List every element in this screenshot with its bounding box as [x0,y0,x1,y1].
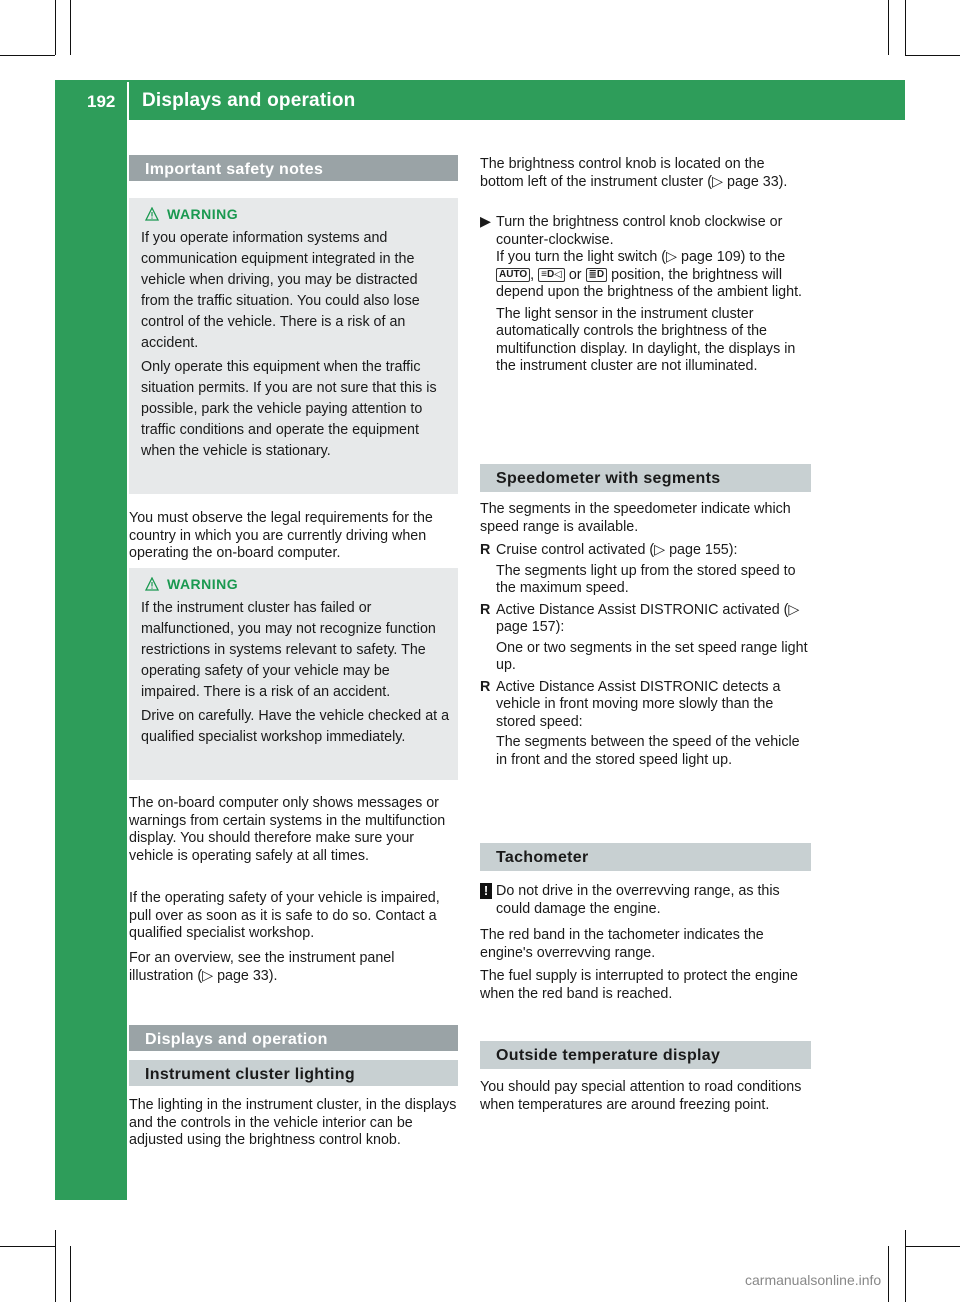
low-beam-icon: ≣D [586,268,608,282]
warning-triangle-icon [145,577,159,591]
step-light-text-a: If you turn the light switch (▷ page 109) to the [496,249,786,265]
crop-mark [0,55,55,56]
bullet-detail: One or two segments in the set speed range light up. [496,639,808,673]
bullet-item [480,542,811,598]
note-text: Do not drive in the overrevving range, as this could damage the engine. [496,883,780,917]
step-item [480,214,811,376]
paragraph-legal: You must observe the legal requirements for the country in which you are currently driving when operating the on-board computer. [129,510,433,561]
note-marker [480,883,496,918]
crop-mark [55,0,56,55]
paragraph-onboard: The on-board computer only shows messages or warnings from certain systems in the multifunction display. You should therefore make sure your vehicle is operating safely at all times. [129,795,446,864]
warning-title [141,206,450,222]
bullet-detail: The segments between the speed of the vehicle in front and the stored speed light up. [496,734,800,768]
paragraph-lighting: The lighting in the instrument cluster, in the displays and the controls in the vehicle interior can be adjusted using the brightness control knob. [129,1097,457,1148]
arrow-bullet-icon: ▶ [480,214,491,230]
crop-mark [888,0,889,55]
crop-mark [70,0,71,55]
warning-title [141,576,450,592]
bullet-list [480,542,811,769]
paragraph-segments: The segments in the speedometer indicate which speed range is available. [480,501,791,535]
crop-mark [55,1230,56,1302]
warning-paragraph: If you operate information systems and communication equipment integrated in the vehicle when driving, you may be distracted from the traffic situation. You could also lose control of the vehicle. There is a risk of an accident. [141,230,420,351]
crop-mark [905,1230,906,1302]
crop-mark [905,1246,960,1247]
side-tab [55,120,127,1200]
note-tachometer [480,883,811,918]
section-heading-important-safety-notes [129,155,458,181]
warning-paragraph: Drive on carefully. Have the vehicle checked at a qualified specialist workshop immediately. [141,708,450,745]
bullet-marker: R [480,678,491,695]
warning-triangle-icon [145,207,159,221]
section-heading-outside-temperature [480,1041,811,1069]
section-heading-text: Speedometer with segments [496,470,721,487]
warning-box [129,568,458,780]
section-heading-text: Displays and operation [145,1031,328,1048]
paragraph-fuel: The fuel supply is interrupted to protect the engine when the red band is reached. [480,968,798,1002]
step-sensor: The light sensor in the instrument cluster automatically controls the brightness of the multifunction display. In daylight, the displays in the instrument cluster are not illuminated. [496,305,796,374]
paragraph-overview: For an overview, see the instrument panel illustration (▷ page 33). [129,950,395,984]
step-turn: Turn the brightness control knob clockwise or counter-clockwise. [496,214,783,248]
warning-box [129,198,458,494]
bullet-marker: R [480,601,491,618]
step-light-text-b: position, the brightness will depend upon the brightness of the ambient light. [496,266,803,300]
bullet-item [480,679,811,770]
section-heading-instrument-cluster-lighting [129,1060,458,1086]
bullet-text: Cruise control activated (▷ page 155): [496,542,738,558]
crop-mark [905,55,960,56]
warning-title-text: WARNING [167,206,239,222]
bullet-marker: R [480,542,491,558]
page-title: Displays and operation [142,90,356,111]
step-light-switch: If you turn the light switch (▷ page 109) to the AUTO , ≡D◁ or ≣D position, the brightness will depend upon the brightness of the ambient light. [496,249,803,300]
warning-paragraph: Only operate this equipment when the traffic situation permits. If you are not sure that this is possible, park the vehicle paying attention to traffic conditions and operate the equipment when the vehicle is stationary. [141,359,437,459]
crop-mark [905,0,906,55]
section-heading-text: Instrument cluster lighting [145,1066,355,1083]
word-or: or [568,266,582,283]
bullet-item [480,602,811,675]
bullet-text: Active Distance Assist DISTRONIC detects a vehicle in front moving more slowly than the stored speed: [496,678,781,730]
section-heading-tachometer [480,843,811,871]
bullet-text: Active Distance Assist DISTRONIC activated (▷ page 157): [496,601,800,635]
step-list [480,214,811,376]
crop-mark [0,1246,55,1247]
side-lamps-icon: ≡D◁ [538,268,565,282]
exclamation-icon: ! [480,883,492,899]
crop-mark [888,1246,889,1302]
paragraph-impaired: If the operating safety of your vehicle is impaired, pull over as soon as it is safe to do so. Contact a qualified specialist workshop. [129,890,440,941]
paragraph-temperature: You should pay special attention to road conditions when temperatures are around freezing point. [480,1079,802,1113]
section-heading-speedometer [480,464,811,492]
paragraph-redband: The red band in the tachometer indicates the engine's overrevving range. [480,927,764,961]
bullet-detail: The segments light up from the stored speed to the maximum speed. [496,562,796,596]
page-number: 192 [87,92,116,111]
warning-paragraph: If the instrument cluster has failed or malfunctioned, you may not recognize function restrictions in systems relevant to safety. The operating safety of your vehicle may be impaired. There is a risk of an accident. [141,600,436,700]
paragraph-knob: The brightness control knob is located on the bottom left of the instrument cluster (▷ page 33). [480,156,788,190]
header-divider [127,82,129,120]
section-heading-text: Tachometer [496,849,589,866]
crop-mark [70,1246,71,1302]
warning-title-text: WARNING [167,576,239,592]
watermark: carmanualsonline.info [745,1272,882,1288]
section-heading-displays-and-operation [129,1025,458,1051]
auto-light-icon: AUTO [496,268,530,282]
section-heading-text: Important safety notes [145,161,324,178]
section-heading-text: Outside temperature display [496,1047,721,1064]
